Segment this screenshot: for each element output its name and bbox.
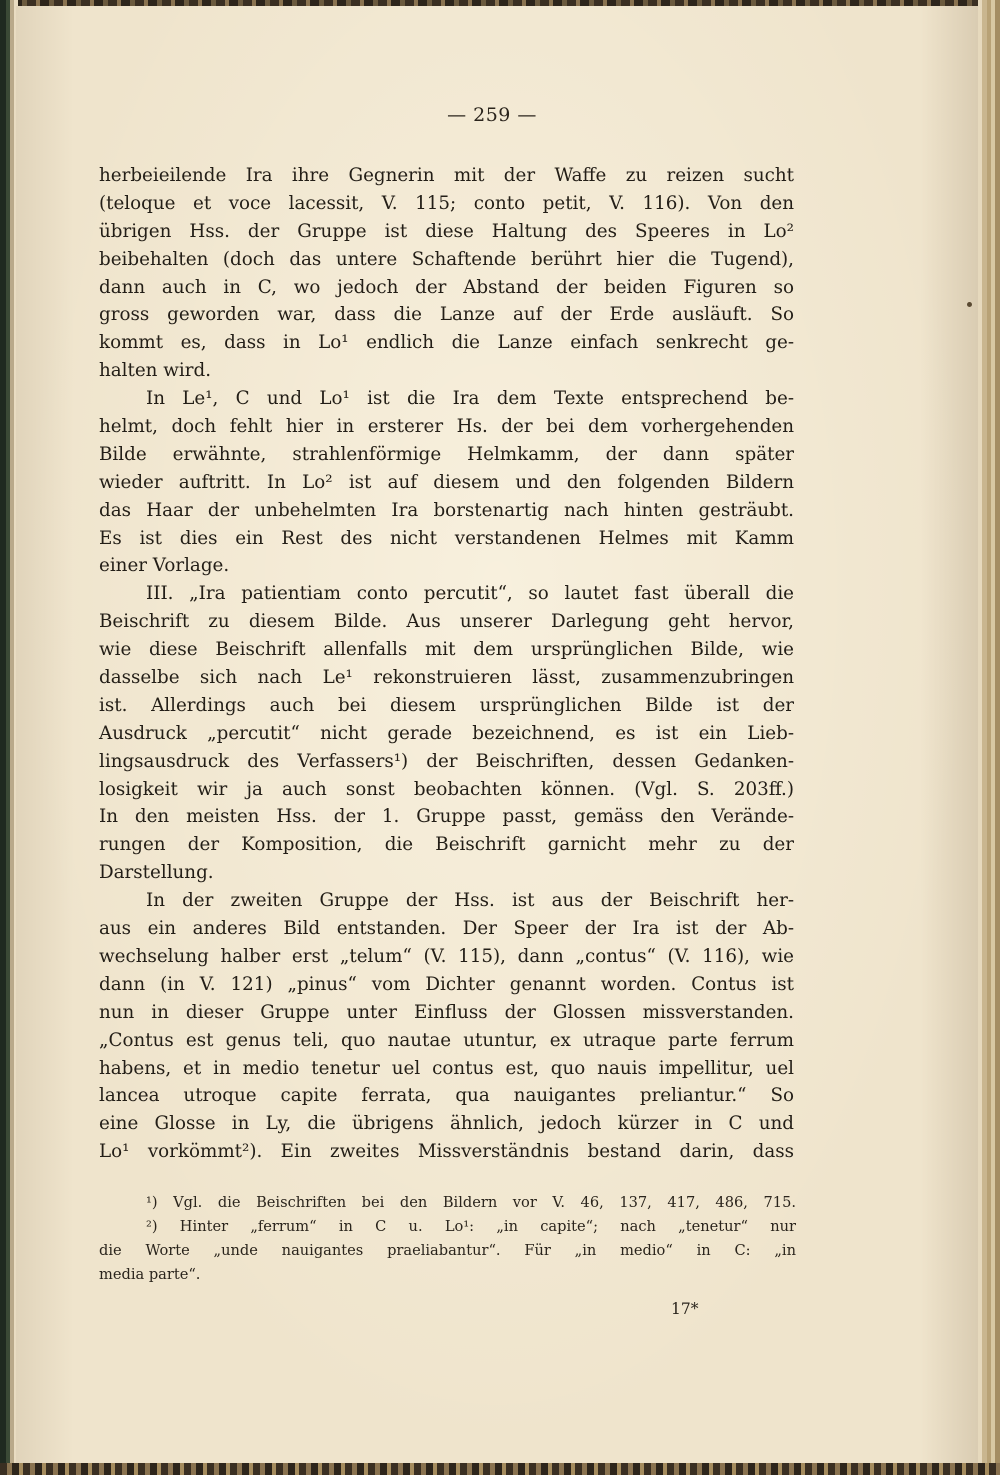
page-number-header: — 259 — <box>447 104 537 126</box>
text-line: halten wird. <box>99 360 212 382</box>
text-line: wechselung halber erst „telum“ (V. 115), dann „contus“ (V. 116), wie <box>99 945 794 967</box>
text-line: nun in dieser Gruppe unter Einfluss der Glossen missverstanden. <box>99 1001 794 1023</box>
text-line: einer Vorlage. <box>99 555 230 577</box>
text-line: beibehalten (doch das untere Schaftende berührt hier die Tugend), <box>99 248 794 270</box>
text-line: lancea utroque capite ferrata, qua nauigantes preliantur.“ So <box>99 1085 794 1107</box>
footnote-line: media parte“. <box>99 1266 201 1283</box>
text-line: Beischrift zu diesem Bilde. Aus unserer Darlegung geht hervor, <box>99 611 794 633</box>
footnotes <box>99 1191 796 1287</box>
text-line: Es ist dies ein Rest des nicht verstandenen Helmes mit Kamm <box>99 527 794 549</box>
text-line: helmt, doch fehlt hier in ersterer Hs. der bei dem vorhergehenden <box>99 416 794 438</box>
text-line: „Contus est genus teli, quo nautae utuntur, ex utraque parte ferrum <box>99 1029 794 1051</box>
book-bottom-edge <box>0 1463 1000 1475</box>
footnote-line: ²) Hinter „ferrum“ in C u. Lo¹: „in capite“; nach „tenetur“ nur <box>146 1218 796 1235</box>
text-line: In der zweiten Gruppe der Hss. ist aus der Beischrift her- <box>146 890 794 912</box>
text-line: dann auch in C, wo jedoch der Abstand der beiden Figuren so <box>99 276 794 298</box>
text-line: lingsausdruck des Verfassers¹) der Beischriften, dessen Gedanken- <box>99 750 794 772</box>
paper-spot <box>967 302 972 307</box>
text-line: Bilde erwähnte, strahlenförmige Helmkamm, der dann später <box>99 443 794 465</box>
text-line: aus ein anderes Bild entstanden. Der Speer der Ira ist der Ab- <box>99 918 794 940</box>
text-line: dann (in V. 121) „pinus“ vom Dichter genannt worden. Contus ist <box>99 973 794 995</box>
text-line: (teloque et voce lacessit, V. 115; conto petit, V. 116). Von den <box>99 192 794 214</box>
text-line: habens, et in medio tenetur uel contus est, quo nauis impellitur, uel <box>99 1057 794 1079</box>
text-line: Ausdruck „percutit“ nicht gerade bezeichnend, es ist ein Lieb- <box>99 722 794 744</box>
text-line: rungen der Komposition, die Beischrift garnicht mehr zu der <box>99 834 794 856</box>
text-line: ist. Allerdings auch bei diesem ursprünglichen Bilde ist der <box>99 694 794 716</box>
text-line: III. „Ira patientiam conto percutit“, so lautet fast überall die <box>146 583 794 605</box>
text-line: In Le¹, C und Lo¹ ist die Ira dem Texte entsprechend be- <box>146 388 794 410</box>
text-line: wie diese Beischrift allenfalls mit dem ursprünglichen Bilde, wie <box>99 639 794 661</box>
footnote-line: ¹) Vgl. die Beischriften bei den Bildern vor V. 46, 137, 417, 486, 715. <box>146 1194 796 1211</box>
text-line: In den meisten Hss. der 1. Gruppe passt, gemäss den Verände- <box>99 806 794 828</box>
signature-mark: 17* <box>671 1300 699 1318</box>
text-line: eine Glosse in Ly, die übrigens ähnlich, jedoch kürzer in C und <box>99 1113 794 1135</box>
main-text <box>99 162 794 1166</box>
page-stack-edge <box>978 0 1000 1475</box>
text-line: Darstellung. <box>99 862 214 884</box>
text-line: dasselbe sich nach Le¹ rekonstruieren lässt, zusammenzubringen <box>99 667 794 689</box>
text-line: Lo¹ vorkömmt²). Ein zweites Missverständnis bestand darin, dass <box>99 1141 794 1163</box>
text-line: das Haar der unbehelmten Ira borstenartig nach hinten gesträubt. <box>99 499 794 521</box>
text-line: übrigen Hss. der Gruppe ist diese Haltung des Speeres in Lo² <box>99 220 794 242</box>
text-line: kommt es, dass in Lo¹ endlich die Lanze einfach senkrecht ge- <box>99 332 794 354</box>
text-line: gross geworden war, dass die Lanze auf der Erde ausläuft. So <box>99 304 794 326</box>
text-line: herbeieilende Ira ihre Gegnerin mit der Waffe zu reizen sucht <box>99 165 794 186</box>
footnote-line: die Worte „unde nauigantes praeliabantur“. Für „in medio“ in C: „in <box>99 1242 796 1259</box>
page-sheet <box>16 6 978 1463</box>
text-line: wieder auftritt. In Lo² ist auf diesem und den folgenden Bildern <box>99 471 794 493</box>
text-line: losigkeit wir ja auch sonst beobachten können. (Vgl. S. 203ff.) <box>99 778 794 800</box>
